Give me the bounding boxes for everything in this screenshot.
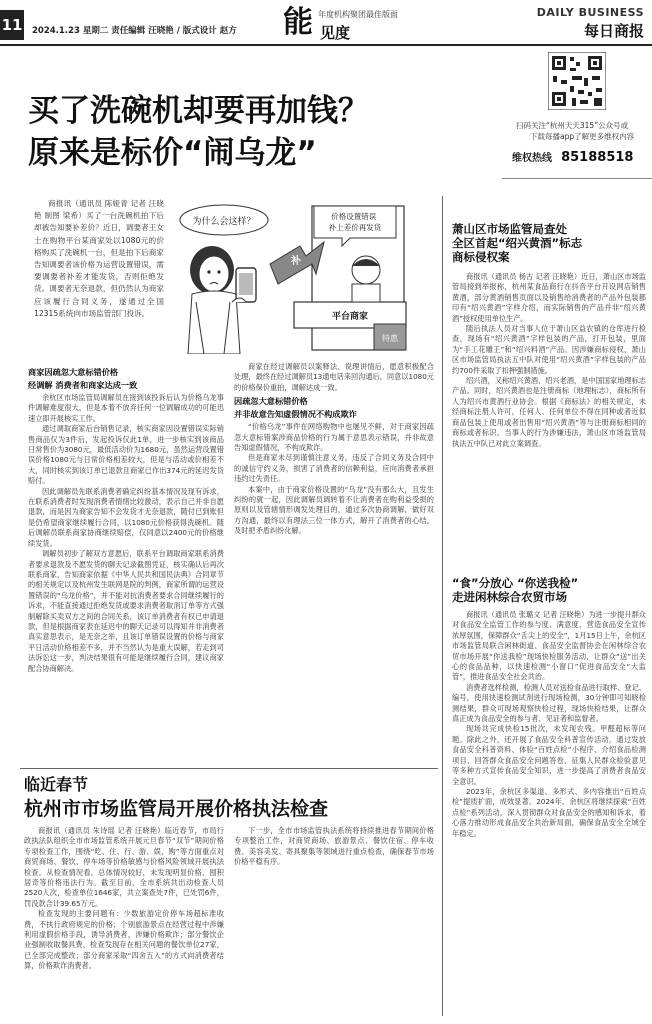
qr-code-icon[interactable] [548, 52, 606, 110]
article3-p2: 随后执法人员对当事人位于萧山区益农镇的仓库进行检查，现场有“绍兴黄酒”字样包装的产品，打开包装，里面为“手工花雕王”和“绍兴料酒”产品。因涉嫌商标侵权，萧山区市场监管局执法五中队对使用“绍兴黄酒”字样包装的产品约700件采取了扣押强制措施。 [452, 324, 646, 375]
date-line: 2024.1.23 星期二 责任编辑 汪晓艳 / 版式设计 赵方 [32, 26, 237, 36]
thought-text: 为什么会这样？ [192, 217, 256, 227]
arrow-sign-text: 补 [291, 256, 301, 267]
article2-top-rule [20, 768, 438, 769]
article3-title [452, 222, 647, 264]
article4-p3: 现场共完成快检15批次，未发现农残、甲醛超标等问题。除此之外，还开展了食品安全科普宣传活动，通过发放食品安全科普资料、体验“百姓点检”小程序、介绍食品检测项目、回答群众食品安全问题答卷、征集人民群众检验意见等多种方式宣传食品安全知识，进一步提高了消费者食品安全意识。 [452, 724, 646, 786]
article1-p8: 本案中，由于商家价格设置的“乌龙”没有那么大，且发生纠纷的就一起，因此调解员调转着不让消费者在购利益受损的原则以及管辖情形调发处理目的，通过多次协商调解，做好双方沟通，最终以有理法三位一体方式，解开了消费者的心结，及时把矛盾纠纷化解。 [234, 484, 434, 536]
article-divider-vertical [442, 196, 443, 1016]
promo-caption-2: 下载每播app了解更多维权内容 [530, 132, 635, 141]
article1-subhead-4: 并非故意告知虚假情况不构成欺诈 [234, 409, 357, 420]
article3-p1: 商报讯（通讯员 杨古 记者 汪晓艳）近日，萧山区市场监管局接到举报称，杭州某食品商行在抖音平台开设网店销售黄酒，部分黄酒销售页面以及销售给消费者的产品外包装都印有“绍兴黄酒”字样介绍，而实际销售的产品并非“绍兴黄酒”授权使用单位生产。 [452, 272, 646, 323]
article3-body [452, 272, 646, 449]
article1-subhead-1: 商家因疏忽大意标错价格 [28, 367, 119, 377]
article4-title [452, 576, 647, 604]
main-headline [28, 92, 369, 172]
headline-line2: 原来是标价“闹乌龙” [28, 135, 317, 171]
article1-p4: 调解员初步了解双方意愿后，联系平台调取商家联系消费者要求退款及不愿发货的聊天记录截图凭证，核实确认后再次联系商家，告知商家依据《中华人民共和国民法典》合同章节的相关规定以及杭州发生联网是院的判例，商家所谓的运营设置错误的“乌龙价格”，并不能对抗消费者要求合同继续履行的诉求，不能直接通过拒绝发货或要求消费者取消订单等方式强制解除买卖双方之间的合同关系，该订单消费者有权已申请退款，但是根据商家表在延迟中的聊天记录可以得知并非消费者真实意思表示，是无奈之举，且该订单错误设置的价格与商家平日活动价格相差不多，并不当然认为是重大误解，若走到司法诉讼这一步，判决结果很有可能是继续履行合同，建议商家配合协商解决。 [28, 549, 224, 673]
article3-p3: 绍兴酒，又称绍兴黄酒、绍兴老酒，是中国国家地理标志产品。同时，绍兴黄酒也是注册商标（地理标志），商标所有人为绍兴市黄酒行业协会。根据《商标法》的相关规定，未经商标注册人许可，任何人、任何单位不得在同种或者近似商品包装上使用或者出售用“绍兴黄酒”等与注册商标相同的商标或者标识。当事人的行为涉嫌违法，萧山区市场监管局执法五中队已对此立案调查。 [452, 376, 646, 448]
article1-p3: 因此调解员先联系消费者确定纠纷基本情况及现有诉求，在联系消费者时发现消费者情绪比较激动，表示自己并非自愿退款，而是因为商家告知不会发货才无奈退款，随付已到账但是仍希望商家继续履行合同，以1080元价格获得洗碗机。随后调解员联系商家协商继续赔偿，仅同意以2400元的价格继续发货。 [28, 486, 224, 548]
article1-lead-text: 商报讯（通讯员 陈娅青 记者 汪晓艳 制图 梁希）买了一台洗碗机拍下后却被告知要补差价？近日，调要者王女士在购物平台某商家处以1080元的价格购买了洗碗机一台，但是拍下后商家告知调要者该价格为运营设置错误，需要调要者补差才能发货，否则拒绝发货。调要者无奈退款，但仍然认为商家应该履行合同义务，遂通过全国12315系统向市场监管部门投诉。 [34, 199, 164, 318]
illustration-cartoon [174, 198, 410, 354]
article1-p6: “价格乌龙”事件在网络购物中也屡见不鲜，对于商家因疏忽大意标错案涉商品价格的行为属于意思表示错误，并非故意告知虚假情况，不构成欺诈。 [234, 422, 434, 453]
article1-subhead-2: 经调解 消费者和商家达成一致 [28, 380, 138, 390]
article3-title-line3: 商标侵权案 [452, 250, 510, 264]
article1-col2 [234, 362, 434, 537]
hotline-number: 85188518 [561, 150, 634, 165]
article1-p7: 但是商家未尽到谨慎注意义务，违反了合同义务及合同中的诚信守约义务，损害了消费者的信赖利益，应向消费者承担违约过失责任。 [234, 453, 434, 484]
article4-body [452, 610, 646, 839]
box-text: 特惠 [382, 334, 398, 343]
article2-p2: 检查发现的主要问题有：少数旅游定价停车场超标准收费，不执行政府规定的价格；个别旅游景点在经营过程中涉嫌利用虚假价格手段，诱导消费者，涉嫌价格欺诈；部分餐饮企业强制收取餐具费，检查发现存在相关问题的餐饮单位27家，已全部完成整改；部分商家采取“四舍五入”的方式向消费者结算，价格欺诈消费者。 [24, 909, 224, 971]
article1-subhead-3: 因疏忽大意标错价格 [234, 396, 308, 407]
hotline [512, 146, 633, 165]
section-name: 见度 [320, 24, 351, 42]
article4-title-line1: “食”分放心 “你送我检” [452, 576, 579, 590]
article2-title: 杭州市市场监管局开展价格执法检查 [24, 798, 329, 820]
article2-kicker: 临近春节 [24, 775, 89, 794]
brand-cn: 每日商报 [583, 22, 644, 40]
article4-title-line2: 走进闲林综合农贸市场 [452, 590, 567, 604]
article4-p2: 消费者选样检测，检测人员对送检食品进行取样、登记、编号，使用快速检测试剂进行现场检测，30分钟即可知晓检测结果，群众可现场观察快检过程，现场快检结果，让群众真正成为食品安全的参与者、见证者和监督者。 [452, 682, 646, 724]
article3-title-line2: 全区首起“绍兴黄酒”标志 [452, 236, 583, 250]
speech-line-2: 补上差价再发货 [328, 223, 382, 232]
promo-caption-1: 扫码关注“杭州天天315”公众号或 [516, 121, 629, 130]
article1-p2: 通过调取商家后台销售记录，核实商家因设置错误实际销售商品仅为3件后，发起投诉仅此1单，进一步核实到该商品日常售价为3080元，最低活动价为1680元，虽然运营设置错误价格1080元与日常价格相差较大，但是与活动或价相差不大，同时核实到该订单已退款且商家已作出374元的延迟发货赔付。 [28, 424, 224, 486]
speech-line-1: 价格设置错误 [331, 212, 377, 221]
platform-sign-text: 平台商家 [331, 312, 369, 322]
article4-p1: 商报讯（通讯员 张璐文 记者 汪晓艳）为进一步提升群众对食品安全监管工作的参与度、满意度，营造食品安全宣传浓厚氛围，保障群众“舌尖上的安全”，1月15日上午，余杭区市场监管局联合闲林街道、食品安全监督协会在闲林综合农贸市场开展“你送我检”现场快检服务活动，让群众“送”出关心的食品品种，以快速检测“小窗口”促进食品安全“大监管”，推进食品安全社会共治。 [452, 610, 646, 682]
promo-divider [502, 178, 652, 179]
headline-line1: 买了洗碗机却要再加钱？ [28, 93, 369, 129]
article2-p3: 下一步，全市市场监管执法系统将持续推进春节期间价格专项整治工作，对商贸商场、旅游景点、餐饮住宿、停车收费、美容美发、寄具聚集等领域进行重点检查，确保春节市场价格平稳有序。 [234, 826, 434, 867]
section-big-char: 能 [283, 5, 313, 40]
article4-p4: 2023年，余杭区多渠道、多形式、多内容推出“百姓点检”提质扩面，成效显著。2024年，余杭区将继续探索“百姓点检”系列活动，深入贯彻群众对食品安全的感知和诉求，着心落力推动形成食品安全共治新局面，确保食品安全全域全年稳定。 [452, 786, 646, 838]
article1-p5: 商家在经过调解员以案释法、说理讲情后，愿意积极配合处理，最终在经过调解员13通电话来回沟通后，同意以1080元的价格保价重拍，调解达成一致。 [234, 362, 434, 392]
article2-col1 [24, 826, 224, 972]
article3-title-line1: 萧山区市场监管局查处 [452, 222, 567, 236]
promo-box [502, 52, 652, 174]
article2-p1: 商报讯（通讯员 朱诗瑶 记者 汪晓艳）临近春节，市局行政执法队组织全市市场监管系统开展元旦春节“双节”期间价格专项检查工作，围绕“吃、住、行、游、娱、购”等方面重点对商贸商场、餐饮、停车场等价格敏感与价格风险领域开展执法检查。从检查情况看，总体情况较好，未发现明显价格、囤积居奇等价格违法行为。截至目前，全市系统共出动检查人员2520人次，检查单位1646家，共立案查处7件，已处罚6件，罚没款合计39.65万元。 [24, 826, 224, 908]
header-rule [0, 44, 652, 46]
article1-lead [34, 198, 164, 320]
article2-col2 [234, 826, 434, 868]
page-number-box: 11 [0, 10, 24, 40]
brand-en: DAILY BUSINESS [536, 6, 644, 19]
hotline-label: 维权热线 [512, 153, 552, 164]
article1-col1 [28, 364, 224, 674]
section-tag: 年度机构聚团最佳版面 [318, 10, 398, 19]
article1-p1: 余杭区市场监管局调解员在接到该投诉后认为价格乌龙事件调解难度很大，但是本着不放弃任何一位调解成功的可能迅速立即开展核实工作。 [28, 393, 224, 423]
